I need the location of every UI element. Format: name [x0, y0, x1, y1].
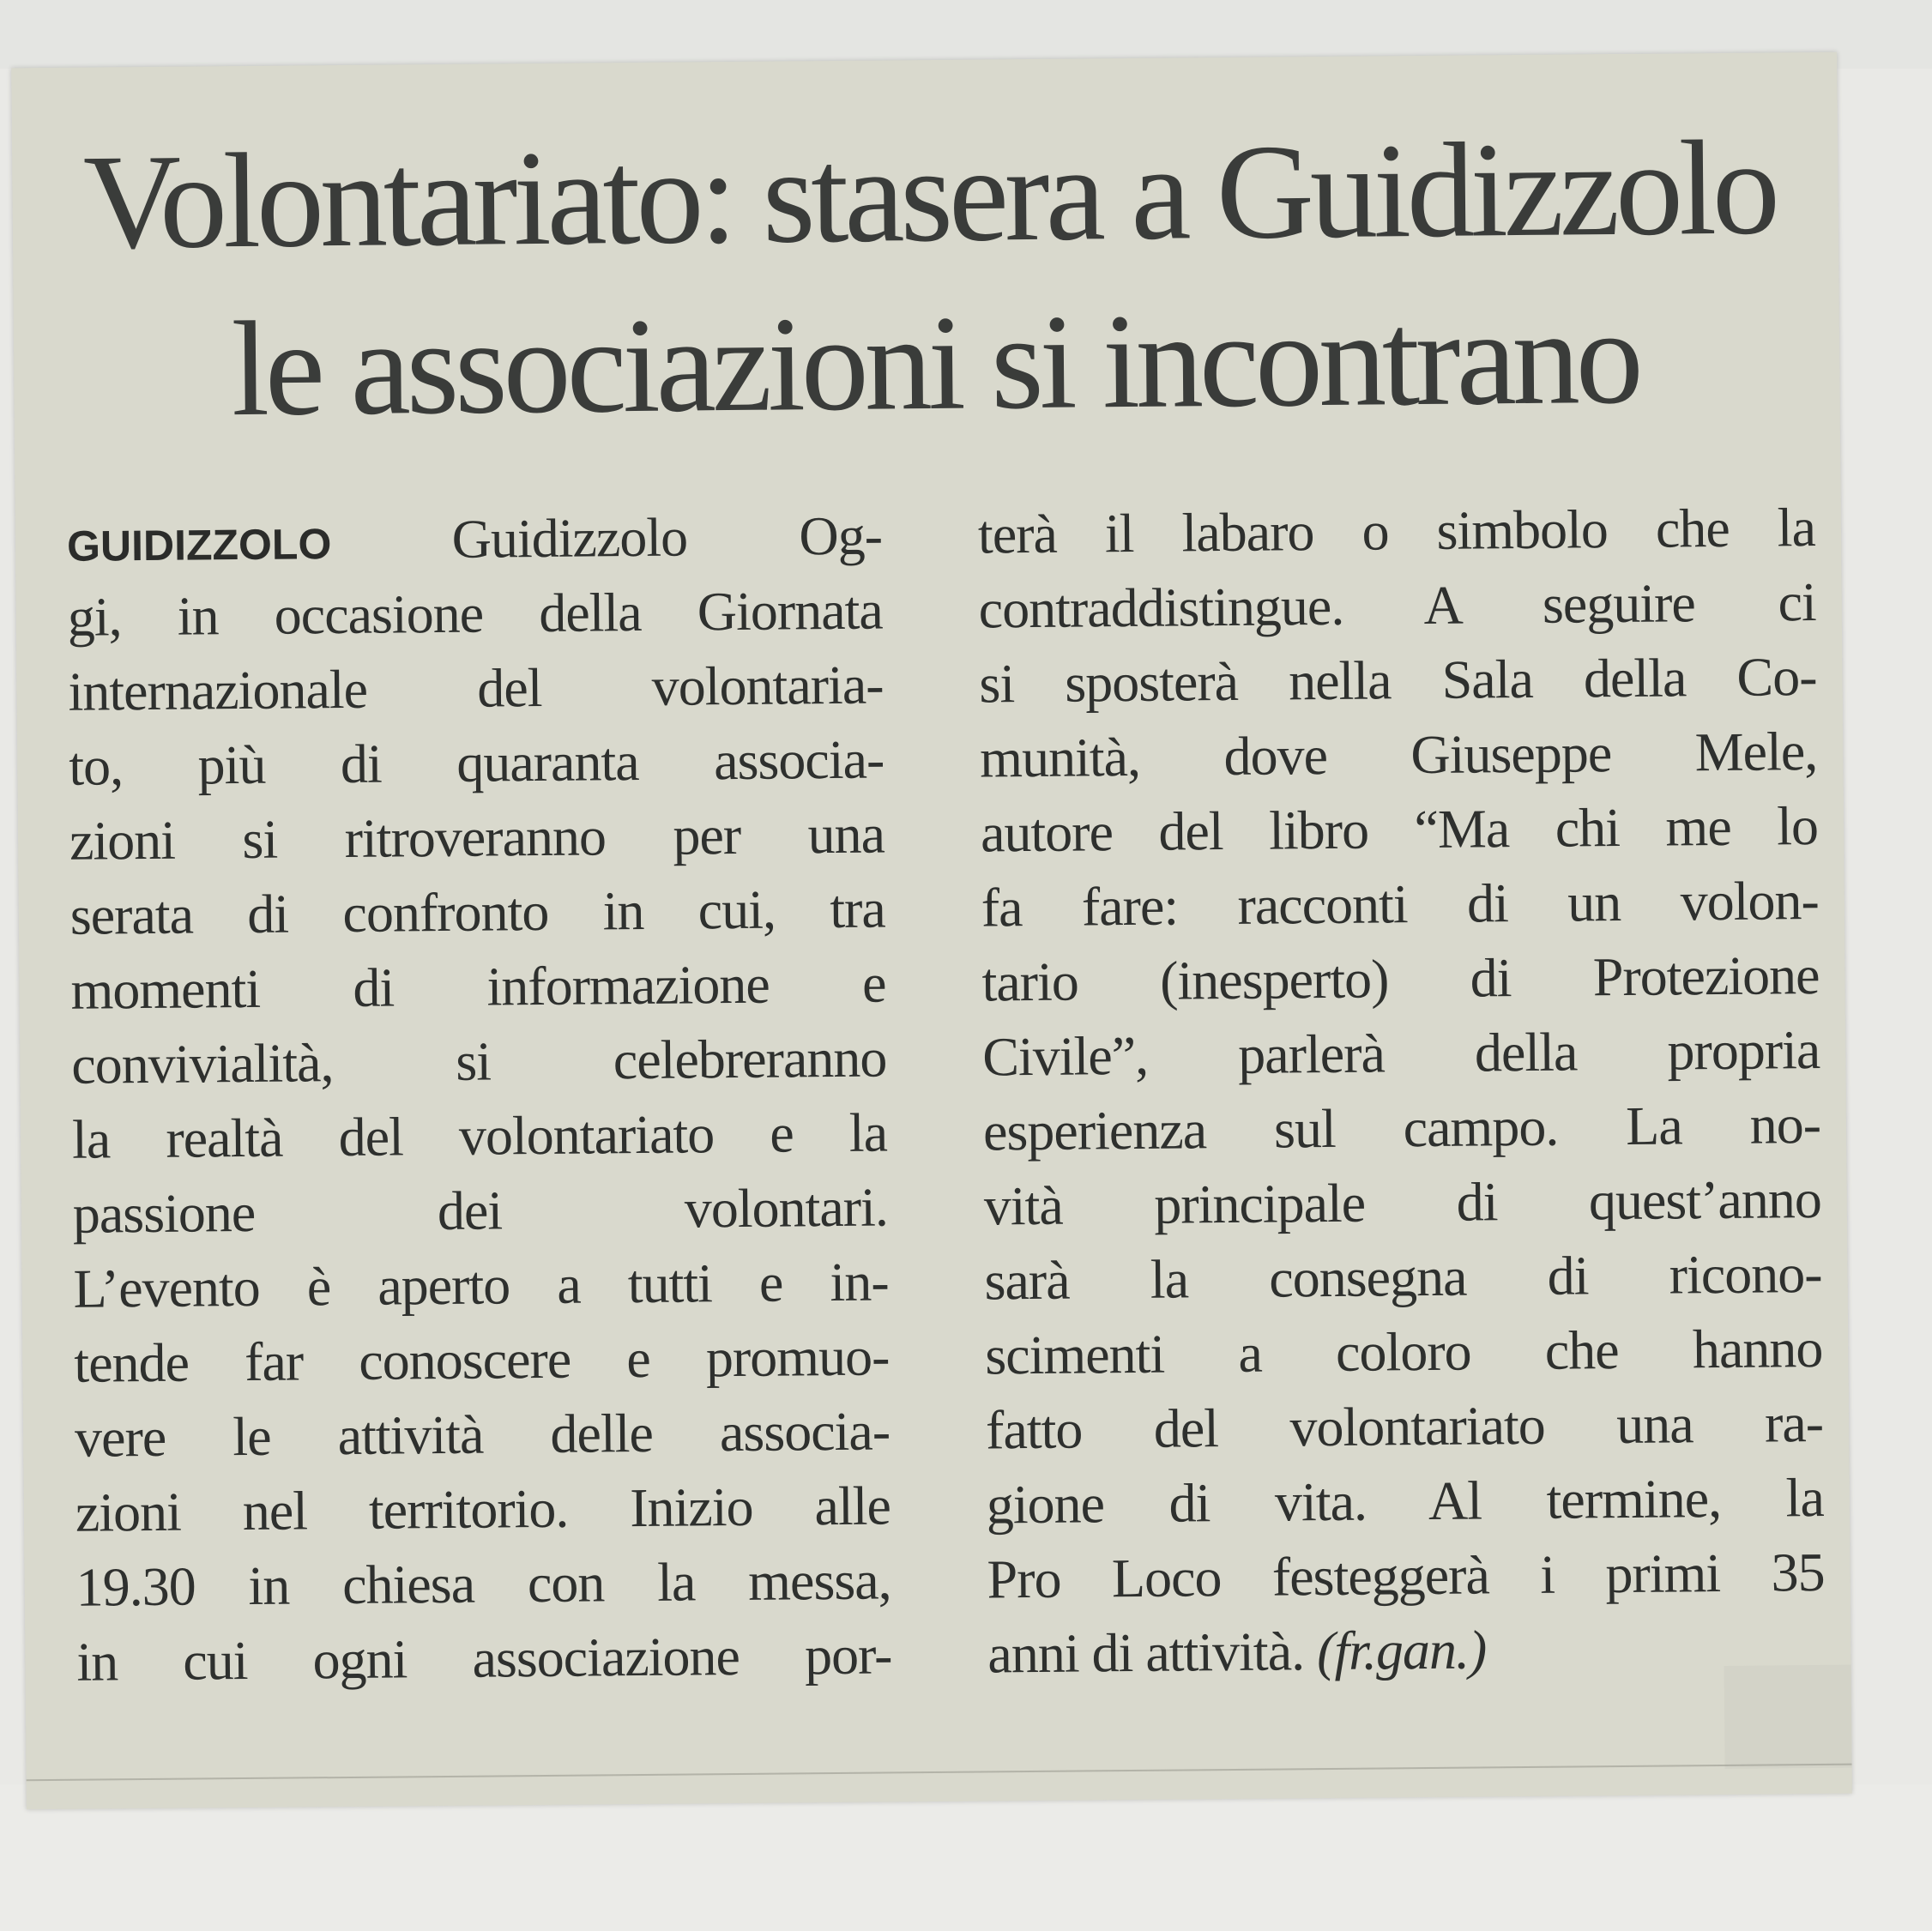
text-line: si sposterà nella Sala della Co-	[979, 645, 1817, 715]
text-line: fa fare: racconti di un volon-	[981, 869, 1820, 938]
article-column-right	[978, 490, 1826, 1691]
text-line: to, più di quaranta associa-	[68, 728, 884, 797]
text-line: terà il labaro o simbolo che la	[977, 496, 1816, 565]
text-line: contraddistingue. A seguire ci	[978, 570, 1817, 640]
headline-line-1: Volontariato: stasera a Guidizzolo	[82, 112, 1777, 278]
text-line: zioni si ritroveranno per una	[69, 803, 885, 872]
text-line: zioni nel territorio. Inizio alle	[75, 1475, 891, 1543]
headline	[12, 104, 1840, 456]
dateline: GUIDIZZOLO	[66, 520, 332, 570]
author-signature: (fr.gan.)	[1316, 1619, 1487, 1682]
bottom-rule	[27, 1764, 1852, 1782]
text-line: 19.30 in chiesa con la messa,	[75, 1549, 891, 1618]
text-line: tario (inesperto) di Protezione	[981, 944, 1820, 1013]
text-line: GUIDIZZOLO Guidizzolo Og-	[66, 504, 883, 570]
text-line: vità principale di quest’anno	[983, 1168, 1822, 1237]
text-line: gione di vita. Al termine, la	[986, 1466, 1825, 1536]
text-line: in cui ogni associazione por-	[76, 1624, 892, 1693]
text-line: fatto del volontariato una ra-	[985, 1391, 1824, 1461]
text-line: internazionale del volontaria-	[68, 654, 884, 722]
text-line: Civile”, parlerà della propria	[981, 1018, 1820, 1088]
text-line: scimenti a coloro che hanno	[985, 1317, 1823, 1386]
text-line: sarà la consegna di ricono-	[984, 1242, 1822, 1312]
text-line: la realtà del volontariato e la	[71, 1101, 888, 1170]
text-line: munità, dove Giuseppe Mele,	[979, 720, 1818, 789]
text-line: anni di attività. (fr.gan.)	[987, 1619, 1487, 1685]
text-line: serata di confronto in cui, tra	[69, 878, 886, 946]
article-column-left	[67, 498, 892, 1699]
text-line: tende far conoscere e promuo-	[74, 1325, 890, 1394]
text-line: passione dei volontari.	[72, 1176, 889, 1245]
text-line: esperienza sul campo. La no-	[982, 1093, 1821, 1162]
text-line: convivialità, si celebreranno	[71, 1027, 887, 1095]
text-line: Pro Loco festeggerà i primi 35	[987, 1541, 1825, 1610]
text-line: gi, in occasione della Giornata	[67, 579, 884, 648]
headline-line-2: le associazioni si incontrano	[231, 281, 1640, 445]
text-line: momenti di informazione e	[70, 952, 886, 1021]
text-line: L’evento è aperto a tutti e in-	[73, 1251, 889, 1319]
text-line: autore del libro “Ma chi me lo	[980, 794, 1819, 864]
newspaper-clipping	[11, 52, 1852, 1809]
text-line: vere le attività delle associa-	[74, 1400, 891, 1469]
